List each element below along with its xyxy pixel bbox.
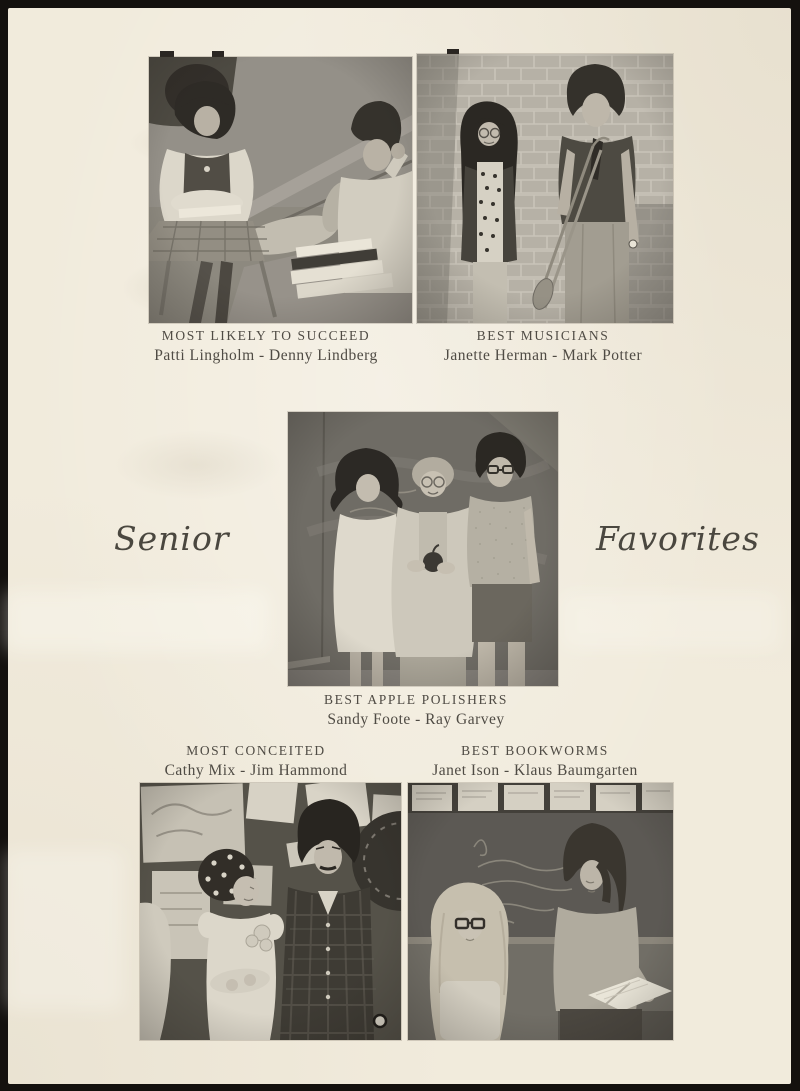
heading-favorites: Favorites [596,519,760,558]
award-names: Cathy Mix - Jim Hammond [164,762,348,779]
caption-best-bookworms [385,742,685,780]
photo-most-likely-to-succeed [149,57,412,323]
photo-best-musicians [417,54,673,323]
award-names: Janette Herman - Mark Potter [443,347,643,364]
award-title: BEST BOOKWORMS [461,743,609,758]
award-title: MOST CONCEITED [186,743,326,758]
award-title: BEST APPLE POLISHERS [323,692,509,707]
photo-most-conceited [140,783,401,1040]
heading-senior: Senior [114,519,230,558]
award-names: Patti Lingholm - Denny Lindberg [154,347,378,364]
award-title: BEST MUSICIANS [476,328,610,343]
award-names: Janet Ison - Klaus Baumgarten [432,762,638,779]
photo-best-apple-polishers [288,412,558,686]
caption-most-conceited [106,742,406,780]
caption-best-apple-polishers [266,691,566,729]
award-names: Sandy Foote - Ray Garvey [327,711,505,728]
photo-best-bookworms [408,783,673,1040]
caption-most-likely-to-succeed [116,327,416,365]
award-title: MOST LIKELY TO SUCCEED [161,328,371,343]
caption-best-musicians [393,327,693,365]
